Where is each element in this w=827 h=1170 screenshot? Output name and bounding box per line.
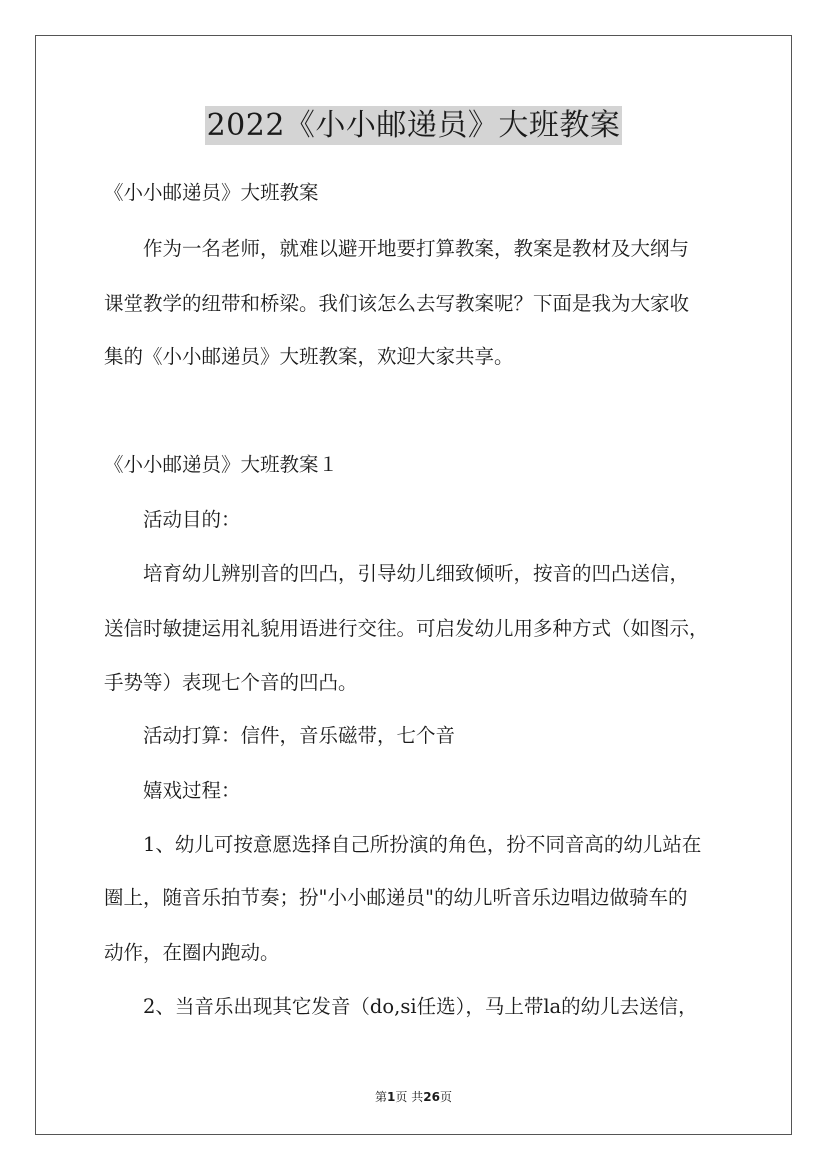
footer-prefix: 第 <box>375 1090 388 1104</box>
footer-mid: 页 共 <box>395 1090 424 1104</box>
text-line: 活动目的： <box>143 508 241 531</box>
document-title <box>0 100 827 144</box>
document-title-text: 2022《小小邮递员》大班教案 <box>206 108 621 143</box>
subtitle-line: 《小小邮递员》大班教案 <box>104 181 319 204</box>
text-line: 圈上，随音乐拍节奏；扮"小小邮递员"的幼儿听音乐边唱边做骑车的 <box>104 886 688 909</box>
page-footer <box>0 1088 827 1105</box>
text-line: 1、幼儿可按意愿选择自己所扮演的角色，扮不同音高的幼儿站在 <box>143 833 702 856</box>
section-heading: 《小小邮递员》大班教案１ <box>104 453 339 476</box>
text-line: 嬉戏过程： <box>143 779 241 802</box>
text-line: 课堂教学的纽带和桥梁。我们该怎么去写教案呢？下面是我为大家收 <box>104 292 690 315</box>
footer-suffix: 页 <box>439 1090 452 1104</box>
text-line: 2、当音乐出现其它发音（do,si任选），马上带la的幼儿去送信， <box>143 995 698 1018</box>
text-line: 送信时敏捷运用礼貌用语进行交往。可启发幼儿用多种方式（如图示， <box>104 617 709 640</box>
text-line: 培育幼儿辨别音的凹凸，引导幼儿细致倾听，按音的凹凸送信， <box>143 562 690 585</box>
text-line: 动作，在圈内跑动。 <box>104 941 280 964</box>
footer-page-total: 26 <box>423 1090 440 1104</box>
text-line: 手势等）表现七个音的凹凸。 <box>104 671 358 694</box>
footer-page-current: 1 <box>387 1090 396 1104</box>
text-line: 集的《小小邮递员》大班教案，欢迎大家共享。 <box>104 345 514 368</box>
text-line: 作为一名老师，就难以避开地要打算教案，教案是教材及大纲与 <box>143 237 690 260</box>
text-line: 活动打算：信件，音乐磁带，七个音 <box>143 724 456 747</box>
